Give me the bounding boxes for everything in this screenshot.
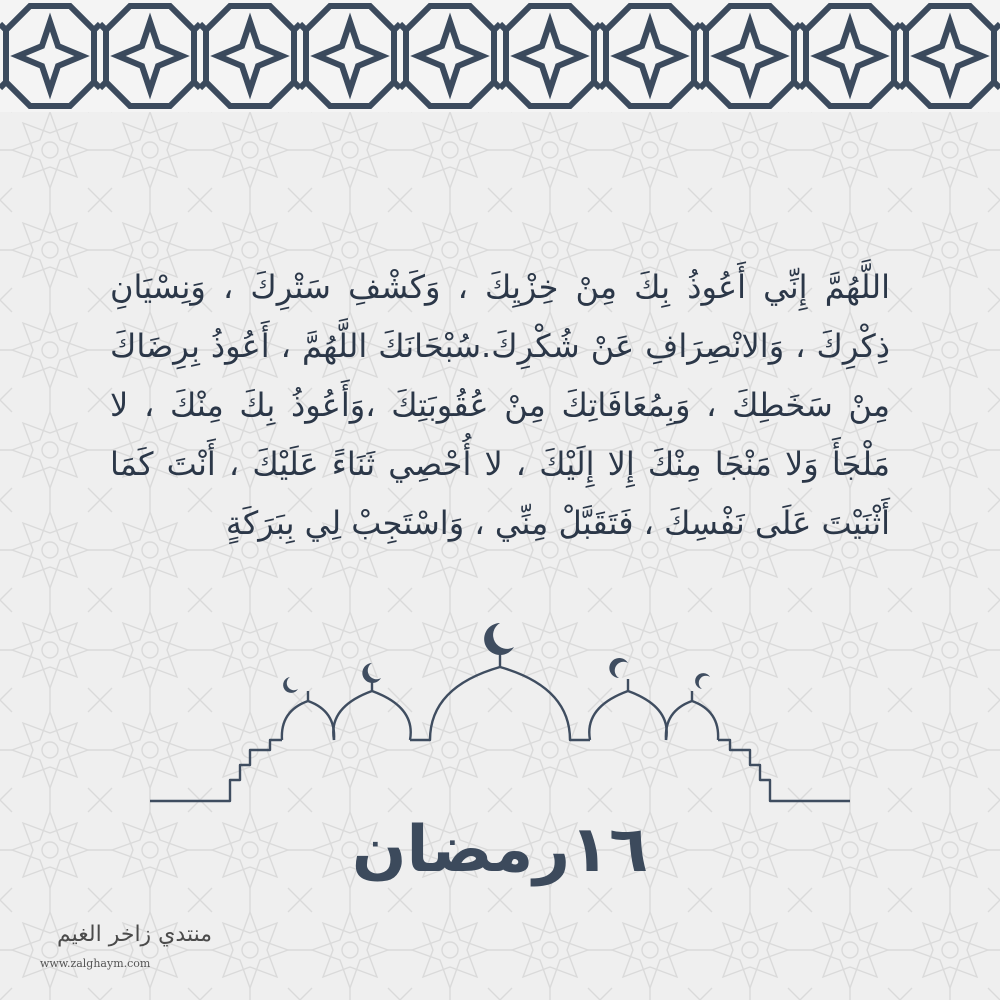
decorative-border-icon xyxy=(0,0,1000,112)
prayer-text: اللَّهُمَّ إِنِّي أَعُوذُ بِكَ مِنْ خِزْيِكَ ، وَكَشْفِ سَتْرِكَ ، وَنِسْيَانِ ذِكْرِكَ ، وَالانْصِرَافِ عَنْ شُكْرِكَ.سُبْحَانَكَ اللَّهُمَّ ، أَعُوذُ بِرِضَاكَ مِنْ سَخَطِكَ ، وَبِمُعَافَاتِكَ مِنْ عُقُوبَتِكَ ،وَأَعُوذُ بِكَ مِنْكَ ، لا مَلْجَأَ وَلا مَنْجَا مِنْكَ إِلا إِلَيْكَ ، لا أُحْصِي ثَنَاءً عَلَيْكَ ، أَنْتَ كَمَا أَثْنَيْتَ عَلَى نَفْسِكَ ، فَتَقَبَّلْ مِنِّي ، وَاسْتَجِبْ لِي بِبَرَكَةٍ xyxy=(110,268,890,542)
website-url[interactable]: www.zalghaym.com xyxy=(40,957,151,970)
ramadan-day-title: ١٦رمضان xyxy=(351,813,649,887)
mosque-icon xyxy=(140,615,860,815)
forum-name: منتدي زاخر الغيم xyxy=(57,922,212,947)
